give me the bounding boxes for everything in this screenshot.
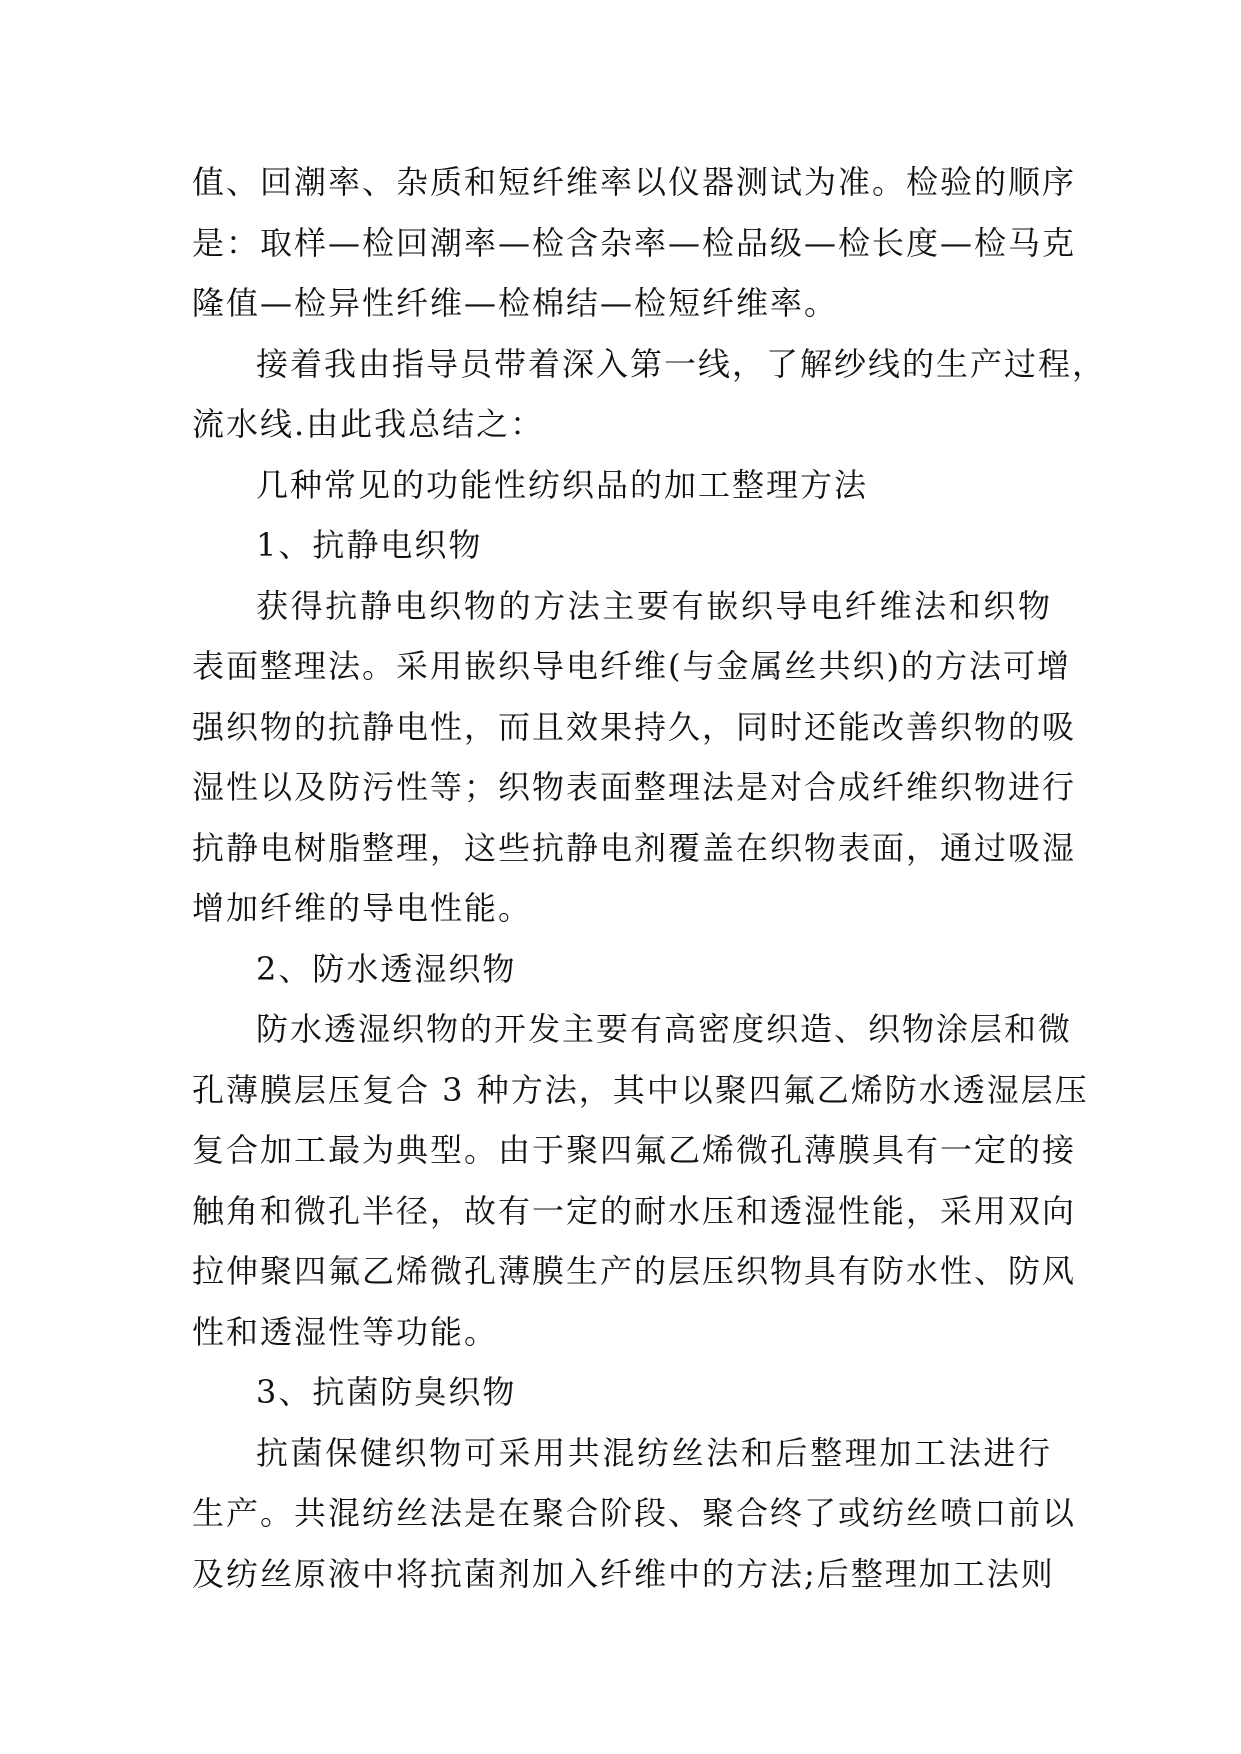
text-line: 抗静电树脂整理，这些抗静电剂覆盖在织物表面，通过吸湿 bbox=[192, 828, 1077, 867]
text-line: 性和透湿性等功能。 bbox=[192, 1312, 499, 1351]
paragraph bbox=[192, 999, 1089, 1362]
text-line: 是：取样—检回潮率—检含杂率—检品级—检长度—检马克 bbox=[192, 223, 1077, 262]
text-line: 湿性以及防污性等；织物表面整理法是对合成纤维织物进行 bbox=[192, 768, 1077, 806]
text-line: 孔薄膜层压复合 3 种方法，其中以聚四氟乙烯防水透湿层压 bbox=[192, 1070, 1089, 1109]
heading-text: 3、抗菌防臭织物 bbox=[256, 1373, 517, 1411]
document-body bbox=[192, 152, 1107, 1604]
section-heading bbox=[192, 455, 1052, 516]
subsection-heading bbox=[192, 1362, 1052, 1423]
text-line: 增加纤维的导电性能。 bbox=[192, 889, 533, 927]
text-line: 生产。共混纺丝法是在聚合阶段、聚合终了或纺丝喷口前以 bbox=[192, 1494, 1077, 1532]
text-line: 接着我由指导员带着深入第一线，了解纱线的生产过程， bbox=[256, 344, 1107, 383]
text-line: 流水线.由此我总结之： bbox=[192, 405, 545, 443]
text-line: 触角和微孔半径，故有一定的耐水压和透湿性能，采用双向 bbox=[192, 1191, 1077, 1230]
subsection-heading bbox=[192, 939, 1052, 1000]
heading-text: 几种常见的功能性纺织品的加工整理方法 bbox=[256, 465, 869, 504]
paragraph bbox=[192, 576, 1077, 939]
text-line: 及纺丝原液中将抗菌剂加入纤维中的方法;后整理加工法则 bbox=[192, 1554, 1055, 1593]
text-line: 抗菌保健织物可采用共混纺丝法和后整理加工法进行 bbox=[256, 1433, 1052, 1472]
text-line: 表面整理法。采用嵌织导电纤维(与金属丝共织)的方法可增 bbox=[192, 647, 1071, 685]
text-line: 值、回潮率、杂质和短纤维率以仪器测试为准。检验的顺序 bbox=[192, 163, 1077, 201]
heading-text: 1、抗静电织物 bbox=[256, 526, 483, 564]
paragraph bbox=[192, 334, 1107, 455]
text-line: 获得抗静电织物的方法主要有嵌织导电纤维法和织物 bbox=[256, 586, 1052, 625]
text-line: 强织物的抗静电性，而且效果持久，同时还能改善织物的吸 bbox=[192, 707, 1077, 746]
text-line: 隆值—检异性纤维—检棉结—检短纤维率。 bbox=[192, 284, 839, 322]
text-line: 防水透湿织物的开发主要有高密度织造、织物涂层和微 bbox=[256, 1010, 1073, 1048]
subsection-heading bbox=[192, 515, 1052, 576]
paragraph bbox=[192, 152, 1077, 334]
heading-text: 2、防水透湿织物 bbox=[256, 949, 517, 988]
text-line: 拉伸聚四氟乙烯微孔薄膜生产的层压织物具有防水性、防风 bbox=[192, 1252, 1077, 1290]
paragraph bbox=[192, 1423, 1077, 1605]
text-line: 复合加工最为典型。由于聚四氟乙烯微孔薄膜具有一定的接 bbox=[192, 1131, 1077, 1169]
